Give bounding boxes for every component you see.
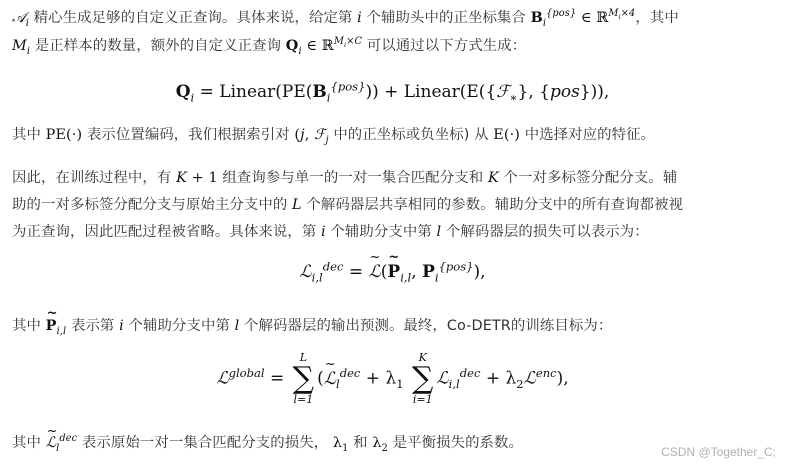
math-i-2: i [321, 224, 326, 240]
math-l: l [436, 224, 442, 240]
para1-text-a: 精心生成足够的自定义正查询。具体来说，给定第 [33, 10, 353, 26]
para5-text-b: 表示原始一对一集合匹配分支的损失， [81, 435, 329, 451]
para3-text-e: 个解码器层共享相同的参数。辅助分支中的所有查询都被视 [306, 197, 684, 213]
paragraph-1 [12, 4, 779, 60]
math-j-F: (j, ℱ$_j$ [294, 127, 329, 146]
math-i: i [357, 10, 362, 26]
para4-text-d: 个解码器层的输出预测。最终，Co-DETR的训练目标为： [244, 318, 613, 334]
para1-text-c: ，其中 [635, 10, 679, 26]
math-L: L [292, 197, 302, 213]
math-L-tilde-dec: ~ ℒ$_l^{dec}$ [46, 435, 78, 451]
equation-2: ℒ$_{i,l}^{dec}$ = ~ ℒ(~ $P_{i,l}$, $P_i^{\{pos\}}$), [0, 262, 785, 282]
para2-text-c: 中的正坐标或负坐标) 从 [333, 127, 489, 143]
equation-3: ℒ$^{global}$ = L ∑ l=1 (~ ℒ$_l^{dec}$ + $\lambda_1$ K ∑ i=1 ℒ$_{i,l}^{dec}$ + $\lambda_2ℒ^{enc}$), [0, 352, 785, 406]
math-Q-set: $Q_i$ ∈ ℝ$^{M_i\times C}$ [285, 36, 363, 57]
math-lambda-2: $\lambda_2$ [372, 435, 388, 454]
math-M-i: $M_i$ [12, 38, 31, 57]
para5-text-a: 其中 [12, 435, 41, 451]
para2-text-a: 其中 [12, 127, 41, 143]
math-B-set: $B_i^{\{pos\}}$ ∈ ℝ$^{M_i\times 4}$ [530, 8, 636, 29]
math-l-2: l [234, 318, 240, 334]
math-PE: PE(·) [45, 127, 83, 143]
para3-text-d: 助的一对多标签分配分支与原始主分支中的 [12, 197, 288, 213]
para3-text-g: 个辅助分支中第 [330, 224, 432, 240]
math-K-plus-1: K [176, 170, 187, 186]
equation-1: $Q_i$ = $Linear(PE(B_i^{\{pos\}}))$ + Linear(E({ℱ$_∗$}, {pos})), [175, 79, 610, 105]
watermark: CSDN @Together_C; [661, 445, 776, 459]
paragraph-4 [12, 312, 779, 340]
para4-text-c: 个辅助分支中第 [128, 318, 230, 334]
math-P-tilde: ~ $P_{i,l}$ [46, 318, 67, 334]
para1-text-b: 个辅助头中的正坐标集合 [366, 10, 526, 26]
para3-text-b: 组查询参与单一的一对一集合匹配分支和 [222, 170, 484, 186]
paragraph-2 [12, 122, 779, 149]
para2-text-b: 表示位置编码，我们根据索引对 [86, 127, 290, 143]
para2-text-d: 中选择对应的特征。 [524, 127, 656, 143]
paragraph-3: 因此，在训练过程中，有 K + 1 组查询参与单一的一对一集合匹配分支和 K 个一对多标签分配分支。辅 助的一对多标签分配分支与原始主分支中的 L 个解码器层共享相同的参数。辅助分支中的所有查询都被视 为正查询，因此匹配过程被省略。具体来说，第 i 个辅助分支中第 l 个解码器层的损失可以表示为： [12, 170, 684, 240]
para3-text-c: 个一对多标签分配分支。辅 [503, 170, 678, 186]
para5-text-c: 和 [353, 435, 368, 451]
para1-text-d: 是正样本的数量，额外的自定义正查询 [34, 38, 282, 54]
para3-text-a: 因此，在训练过程中，有 [12, 170, 172, 186]
math-i-3: i [119, 318, 124, 334]
para3-text-h: 个解码器层的损失可以表示为： [445, 224, 649, 240]
para4-text-b: 表示第 [70, 318, 115, 334]
math-E: E(·) [493, 127, 521, 143]
math-K: K [487, 170, 499, 186]
math-lambda-1: $\lambda_1$ [332, 435, 349, 454]
para5-text-d: 是平衡损失的系数。 [392, 435, 524, 451]
para3-text-f: 为正查询，因此匹配过程被省略。具体来说，第 [12, 224, 317, 240]
math-A-i: 𝒜$_i$ [12, 10, 29, 29]
para1-text-e: 可以通过以下方式生成： [366, 38, 527, 54]
para4-text-a: 其中 [12, 318, 41, 334]
